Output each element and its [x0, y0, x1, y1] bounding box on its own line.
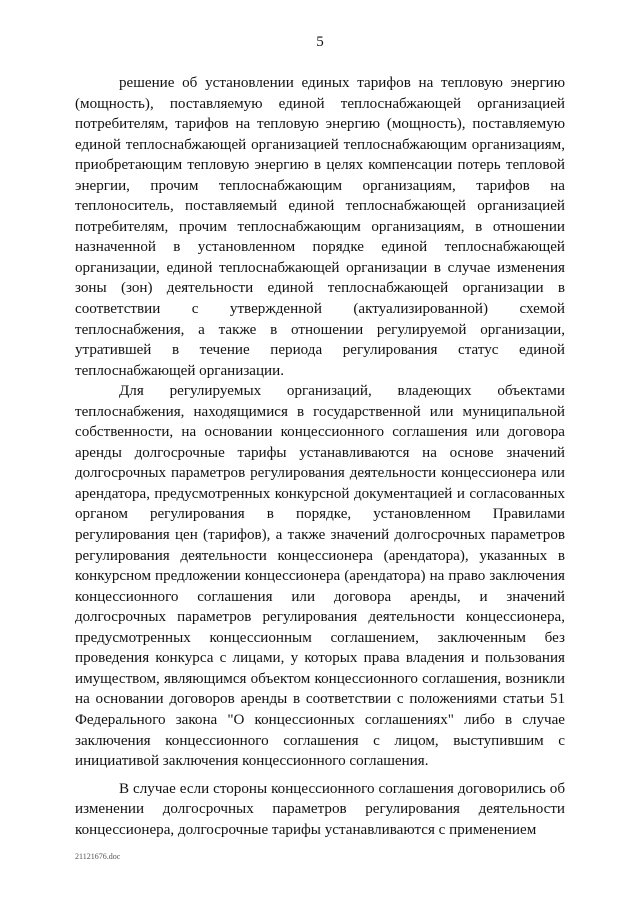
footer-filename: 21121676.doc	[75, 852, 121, 861]
paragraph-tariffs-decision: решение об установлении единых тарифов на тепловую энергию (мощность), поставляемую единой теплоснабжающей организацией потребителям, тарифов на тепловую энергию (мощность), поставляемую единой теплоснабжающей организацией теплоснабжающим организациям, приобретающим тепловую энергию в целях компенсации потерь тепловой энергии, прочим теплоснабжающим организациям, тарифов на теплоноситель, поставляемый единой теплоснабжающей организацией потребителям, прочим теплоснабжающим организациям, в отношении назначенной в установленном порядке единой теплоснабжающей организации, единой теплоснабжающей организации в случае изменения зоны (зон) деятельности единой теплоснабжающей организации в соответствии с утвержденной (актуализированной) схемой теплоснабжения, а также в отношении регулируемой организации, утратившей в течение периода регулирования статус единой теплоснабжающей организации.	[75, 75, 565, 379]
paragraph-parameter-change: В случае если стороны концессионного соглашения договорились об изменении долгосрочных параметров регулирования деятельности концессионера, долгосрочные тарифы устанавливаются с применением	[75, 780, 565, 838]
paragraph-concession-tariffs: Для регулируемых организаций, владеющих объектами теплоснабжения, находящимися в государственной или муниципальной собственности, на основании концессионного соглашения или договора аренды долгосрочные тарифы устанавливаются на основе значений долгосрочных параметров регулирования деятельности концессионера или арендатора, предусмотренных конкурсной документацией и согласованных органом регулирования в порядке, установленном Правилами регулирования цен (тарифов), а также значений долгосрочных параметров регулирования деятельности концессионера (арендатора), указанных в конкурсном предложении концессионера (арендатора) на право заключения концессионного соглашения или договора аренды, и значений долгосрочных параметров регулирования деятельности концессионера, предусмотренных концессионным соглашением, заключенным без проведения конкурса с лицами, у которых права владения и пользования имуществом, являющимся объектом концессионного соглашения, возникли на основании договоров аренды в соответствии с положениями статьи 51 Федерального закона "О концессионных соглашениях" либо в случае заключения концессионного соглашения с лицом, выступившим с инициативой заключения концессионного соглашения.	[75, 383, 565, 770]
document-body	[75, 73, 565, 840]
page-number: 5	[316, 34, 324, 50]
